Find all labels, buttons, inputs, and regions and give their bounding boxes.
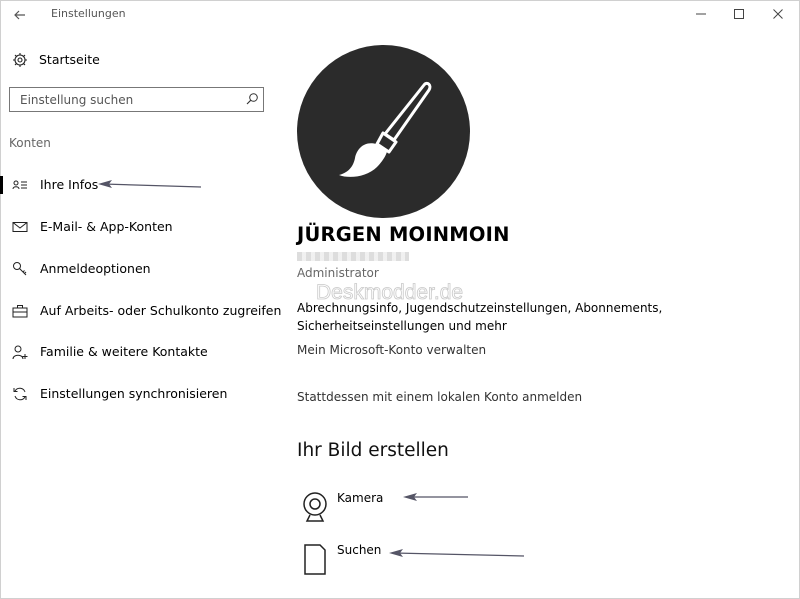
user-name: JÜRGEN MOINMOIN <box>297 223 510 246</box>
back-button[interactable] <box>10 6 30 24</box>
account-description <box>297 300 717 335</box>
browse-label: Suchen <box>337 543 382 557</box>
section-label-accounts: Konten <box>9 136 51 150</box>
sidebar-item-family-contacts[interactable] <box>0 341 270 363</box>
sidebar-item-your-info[interactable] <box>0 174 270 196</box>
user-avatar[interactable] <box>297 45 470 218</box>
local-account-sign-in-link[interactable]: Stattdessen mit einem lokalen Konto anmelden <box>297 390 583 404</box>
create-picture-heading: Ihr Bild erstellen <box>297 440 449 461</box>
mail-icon <box>12 219 28 235</box>
minimize-button[interactable] <box>691 6 711 24</box>
sidebar-item-label: Auf Arbeits- oder Schulkonto zugreifen <box>40 303 282 318</box>
key-icon <box>12 261 28 277</box>
sidebar-item-email-app-accounts[interactable] <box>0 216 270 238</box>
sidebar-item-label: Anmeldeoptionen <box>40 261 151 276</box>
close-button[interactable] <box>768 6 788 24</box>
document-icon <box>300 543 330 577</box>
title-bar <box>0 0 800 30</box>
maximize-button[interactable] <box>729 6 749 24</box>
sidebar-item-label: Einstellungen synchronisieren <box>40 386 228 401</box>
back-arrow-icon <box>10 6 30 24</box>
gear-icon <box>12 52 28 68</box>
person-add-icon <box>12 344 28 360</box>
sidebar-item-label: Familie & weitere Kontakte <box>40 344 208 359</box>
home-label: Startseite <box>39 52 100 67</box>
maximize-icon <box>733 8 745 20</box>
search-icon[interactable] <box>245 92 259 106</box>
sidebar-item-sign-in-options[interactable] <box>0 258 270 280</box>
search-placeholder: Einstellung suchen <box>20 93 134 107</box>
settings-search-box[interactable] <box>9 87 264 112</box>
sync-icon <box>12 386 28 402</box>
person-card-icon <box>12 177 28 193</box>
window-title: Einstellungen <box>51 7 126 20</box>
manage-microsoft-account-link[interactable]: Mein Microsoft-Konto verwalten <box>297 343 487 357</box>
paintbrush-icon <box>297 45 470 218</box>
close-icon <box>772 8 784 20</box>
description-line: Abrechnungsinfo, Jugendschutzeinstellungen, Abonnements, <box>297 301 663 315</box>
watermark: Deskmodder.de <box>316 281 464 304</box>
briefcase-icon <box>12 303 28 319</box>
sidebar-item-sync-settings[interactable] <box>0 383 270 405</box>
webcam-icon <box>300 491 330 525</box>
sidebar-item-label: Ihre Infos <box>40 177 99 192</box>
sidebar-item-label: E-Mail- & App-Konten <box>40 219 173 234</box>
account-role: Administrator <box>297 266 379 280</box>
redacted-email <box>297 252 409 261</box>
camera-option[interactable] <box>297 491 497 527</box>
browse-option[interactable] <box>297 543 497 579</box>
camera-label: Kamera <box>337 491 384 505</box>
sidebar-item-work-school-access[interactable] <box>0 300 282 322</box>
minimize-icon <box>695 8 707 20</box>
description-line: Sicherheitseinstellungen und mehr <box>297 318 507 333</box>
